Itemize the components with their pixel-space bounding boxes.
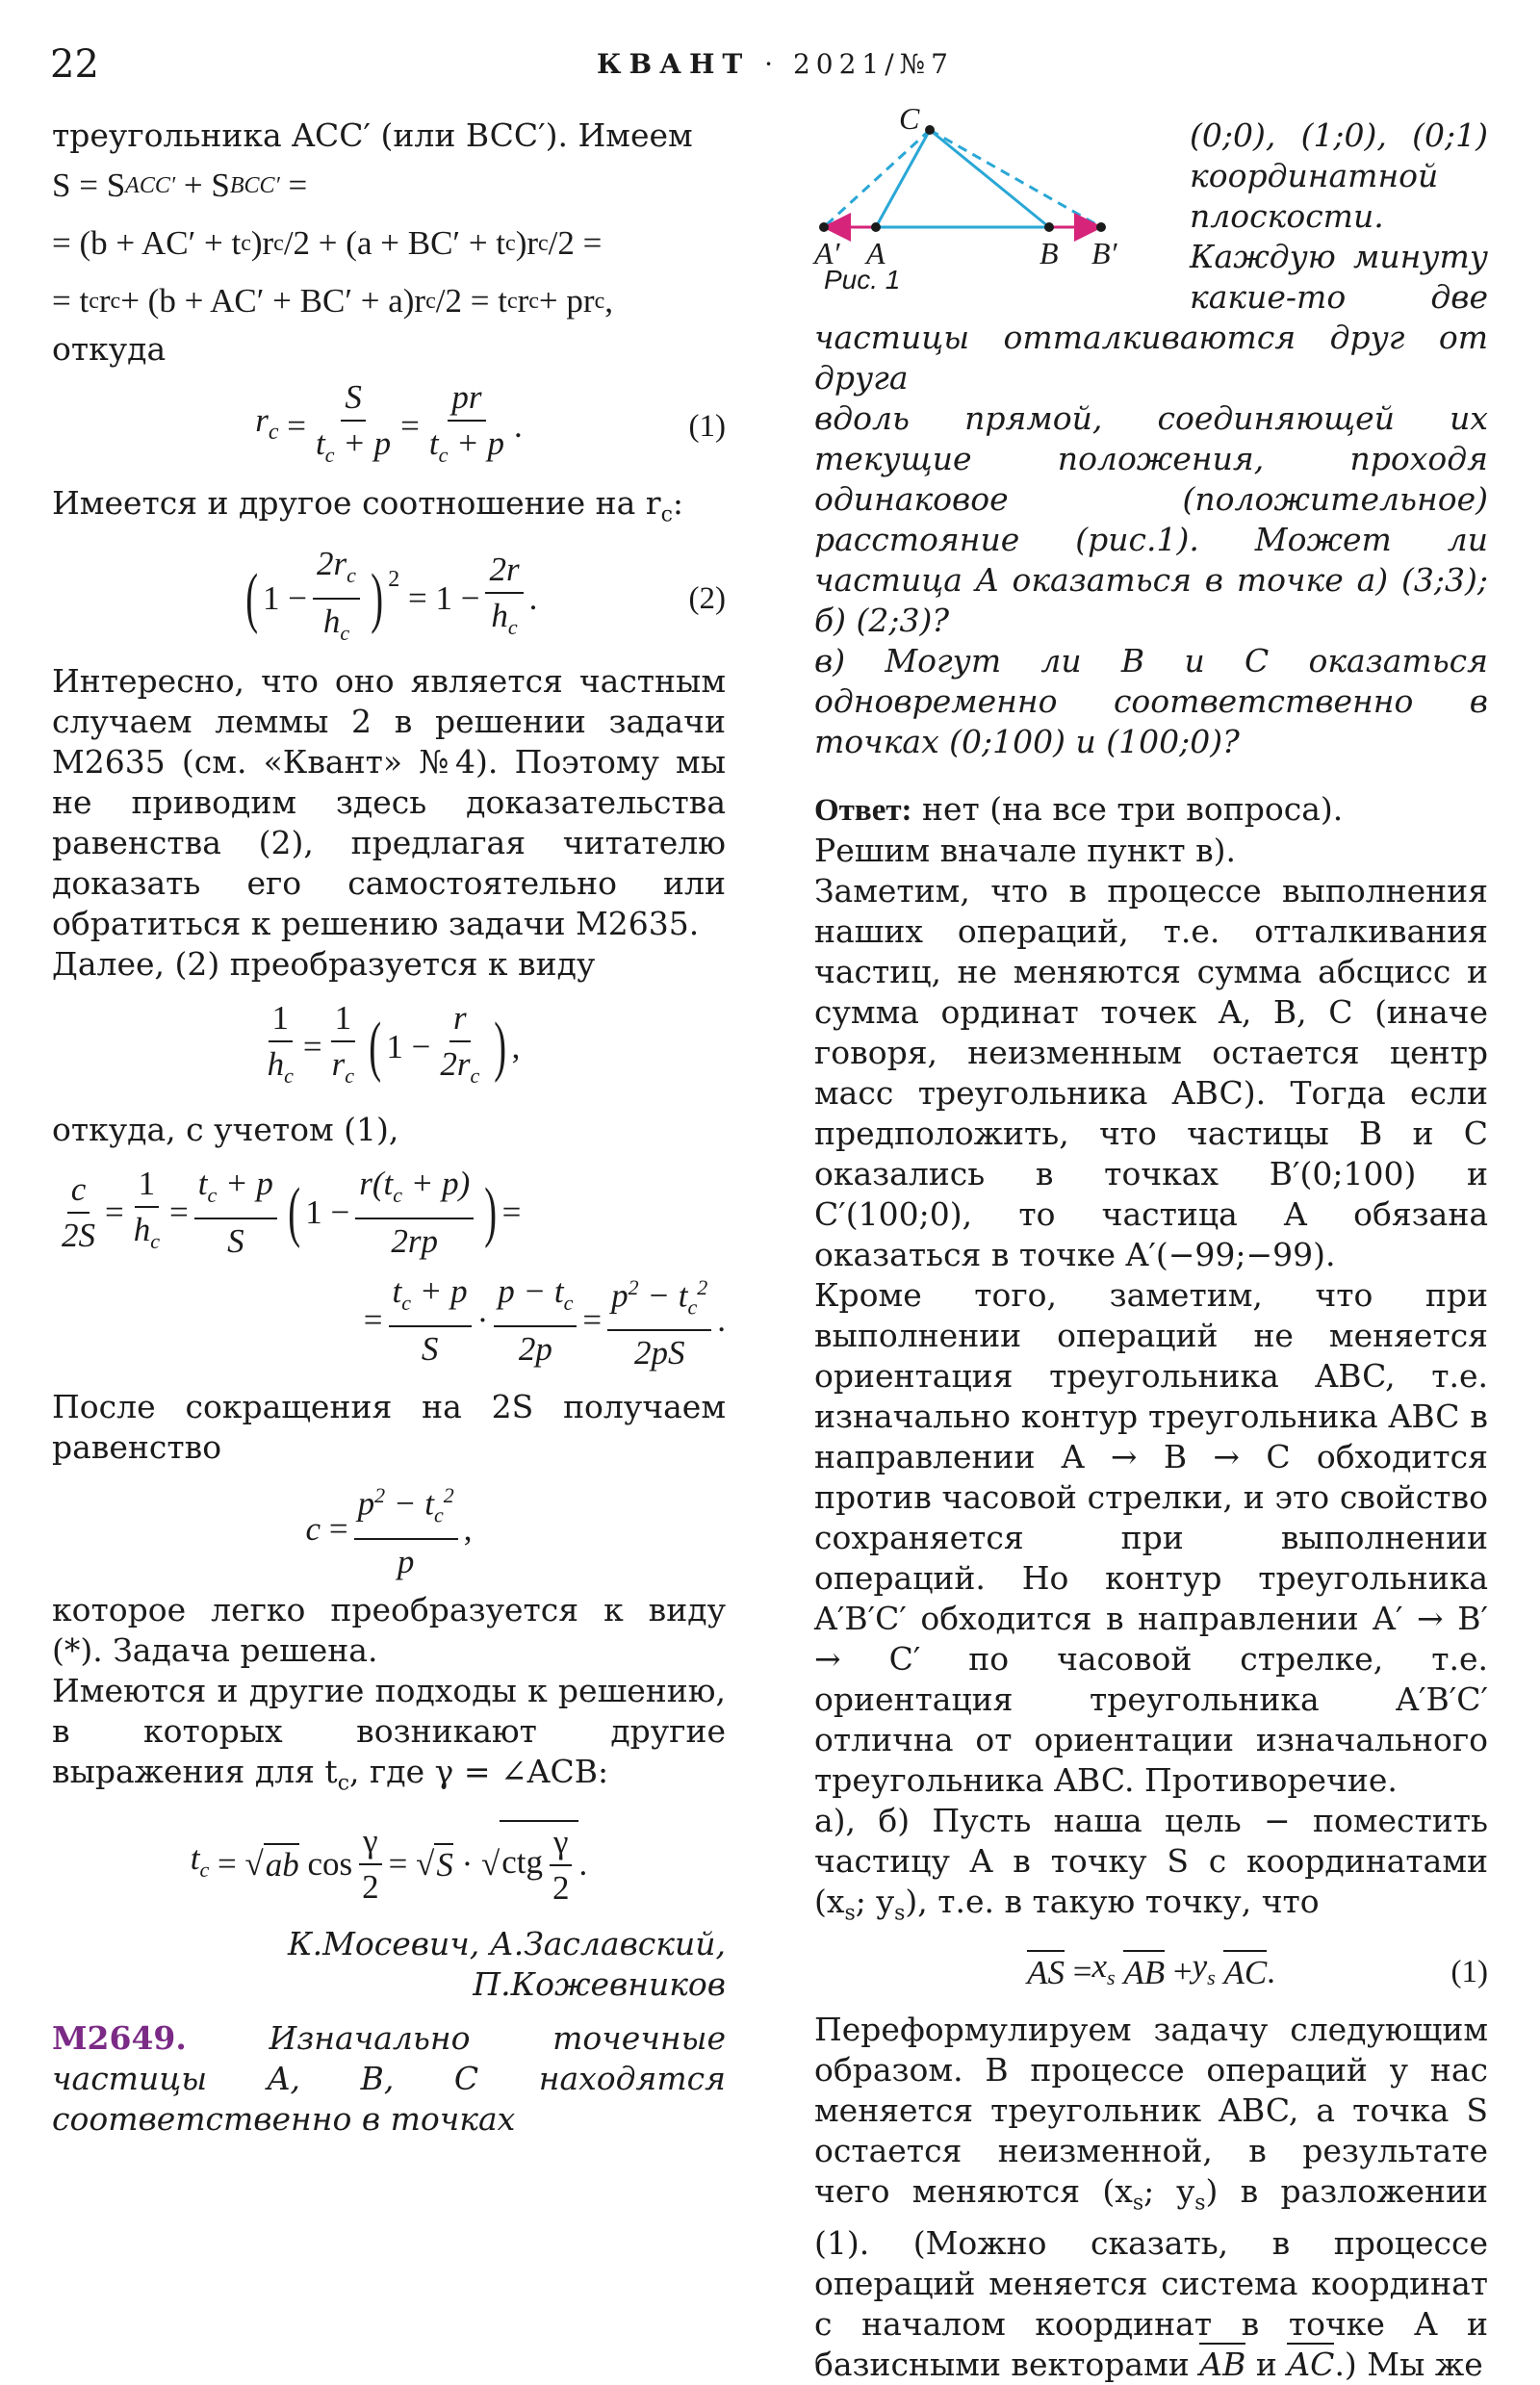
text-otkuda-1: откуда [52, 330, 167, 368]
page-number: 22 [50, 42, 99, 87]
label-a: A [866, 236, 886, 270]
label-a-prime: A′ [814, 236, 840, 270]
paragraph-posle: После сокращения на 2S получаем равенство [52, 1388, 726, 1467]
equation-number-2: (2) [688, 580, 726, 616]
answer-label: Ответ: [814, 793, 912, 828]
journal-brand: КВАНТ [597, 48, 751, 80]
label-c: C [899, 101, 920, 136]
label-b-prime: B′ [1091, 236, 1117, 270]
paragraph-zametim: Заметим, что в процессе выполнения наших операций, т.е. отталкивания частиц, не меняются сумма абсцисс и сумма ординат точек A, B, C (иначе говоря, неизменным остается центр масс треугольника ABC). Тогда если предположить, что частицы B и C оказались в точках B′(0;100) и C′(100;0), то частица A обязана оказаться в точке A′(−99;−99). [814, 872, 1488, 1273]
paragraph-krome: Кроме того, заметим, что при выполнении операций не меняется ориентация треугольника ABC, т.е. изначально контур треугольника ABC в направлении A → B → C обходится против часовой стрелки, и это свойство сохраняется при выполнении операций. Но контур треугольника A′B′C′ обходится в направлении A′ → B′ → C′ по часовой стрелке, т.е. ориентация треугольника A′B′C′ отлична от ориентации изначального треугольника ABC. Противоречие. [814, 1276, 1488, 1799]
equation-c-2s-cont: = $\frac{t_c + p}{S}$ · $\frac{p - t_c}{2p}$ = $\frac{p^2 - t_c^2}{2pS}$ . [52, 1268, 726, 1374]
text-otkuda-2: откуда, с учетом (1), [52, 1110, 399, 1148]
equation-c-2s: $\frac{c}{2S}$ = $\frac{1}{h_c}$ = $\frac{t_c + p}{S}$ ( 1 − $\frac{r(t_c + p)}{2rp}$ ) = [62, 1164, 522, 1260]
text-imeetsya: Имеется и другое соотношение на $r_c$: [52, 484, 684, 527]
point-b-prime [1096, 222, 1106, 232]
equation-number-1: (1) [688, 409, 726, 444]
figure-caption: Рис. 1 [824, 265, 901, 295]
segment-ca [876, 130, 930, 227]
equation-tc: $t_c$ = √ ab cos $\frac{\gamma}{2}$ = √ S · √ ctg $\frac{\gamma}{2}$ . [190, 1821, 588, 1907]
problem-number: М2649. [52, 2018, 187, 2057]
authors-line-2: П.Кожевников [473, 1964, 726, 2003]
eq-area-expand-start: = (b + AC′ + t [52, 224, 242, 262]
problem-text-v: в) Могут ли B и C оказаться одновременно соответственно в точках (0;100) и (100;0)? [814, 642, 1488, 760]
segment-cb-prime [930, 130, 1101, 227]
point-b [1044, 222, 1054, 232]
paragraph-ab: а), б) Пусть наша цель − поместить частицу A в точку S с координатами ($x_s$; $y_s$), т.е. в такую точку, что [814, 1802, 1488, 1926]
left-column [52, 115, 726, 2140]
equation-area-sum: S = S ACC′ + S BCC′ = [52, 167, 308, 204]
authors-line-1: К.Мосевич, А.Заславский, [288, 1924, 726, 1962]
figure-1 [805, 87, 1170, 318]
point-a [871, 222, 881, 232]
paragraph-dalee: Далее, (2) преобразуется к виду [52, 944, 596, 983]
equation-1: $r_c$ = $\frac{S}{t_c + p}$ = $\frac{pr}{t_c + p}$ . (1) [255, 378, 726, 467]
problem-text-cont: вдоль прямой, соединяющей их текущие положения, проходя одинаковое (положительное) расстояние (рис.1). Может ли частица A оказаться в точке а) (3;3); б) (2;3)? [814, 399, 1488, 639]
eq-area-lhs: S = S [52, 167, 126, 204]
equation-area-result: = t c r c + (b + AC′ + BC′ + a)r c /2 = t c r c + pr c , [52, 282, 613, 320]
eq-area-result-start: = t [52, 282, 90, 320]
paragraph-kotoroe: которое легко преобразуется к виду (*). Задача решена. [52, 1590, 726, 1669]
journal-header [597, 48, 954, 80]
right-column [814, 101, 1488, 2385]
equation-c: c = $\frac{p^2 - t_c^2}{p}$ , [52, 1475, 726, 1582]
intro-line: треугольника ACC′ (или BCC′). Имеем [52, 116, 693, 154]
equation-vector: AS = $x_s$ AB + $y_s$ AC . (1) [1027, 1946, 1488, 1992]
paragraph-interesno: Интересно, что оно является частным случаем леммы 2 в решении задачи М2635 (см. «Квант» №4). Поэтому мы не приводим здесь доказательства равенства (2), предлагая читателю доказать его самостоятельно или обратиться к решению задачи М2635. [52, 661, 726, 942]
paragraph-reshim: Решим вначале пункт в). [814, 832, 1237, 869]
equation-number-vector: (1) [1450, 1954, 1488, 1989]
equation-area-expand: = (b + AC′ + t c )r c /2 + (a + BC′ + t c )r c /2 = [52, 224, 603, 262]
label-b: B [1040, 236, 1059, 270]
problem-m2649: М2649. Изначально точечные частицы A, B, C находятся соответственно в точках [52, 2018, 726, 2138]
answer: Ответ: нет (на все три вопроса). [814, 790, 1344, 828]
equation-2: ( 1 − $\frac{2r_c}{h_c}$ ) $^2$ = 1 − $\frac{2r}{h_c}$ . (2) [244, 544, 726, 645]
segment-ca-prime [824, 130, 930, 227]
paragraph-pereform: Переформулируем задачу следующим образом. В процессе операций у нас меняется треугольник ABC, а точка S остается неизменной, в результате чего меняются ($x_s$; $y_s$) в разложении (1). (Можно сказать, в процессе операций меняется система координат с началом координат в точке A и базисными векторами AB и AC.) Мы же [814, 2010, 1488, 2384]
paragraph-imeyutsya: Имеются и другие подходы к решению, в которых возникают другие выражения для $t_c$, где γ = ∠ACB: [52, 1671, 726, 1796]
point-c [925, 125, 935, 135]
problem-text-top: (0;0), (1;0), (0;1) координатной плоскости. Каждую минуту какие-то две частицы отталкиваются друг от друга [814, 116, 1488, 397]
segment-cb [930, 130, 1049, 227]
equation-hc: $\frac{1}{h_c}$ = $\frac{1}{r_c}$ ( 1 − $\frac{r}{2r_c}$ ) , [267, 998, 521, 1088]
point-a-prime [819, 222, 829, 232]
journal-issue: · 2021/№7 [764, 48, 954, 80]
